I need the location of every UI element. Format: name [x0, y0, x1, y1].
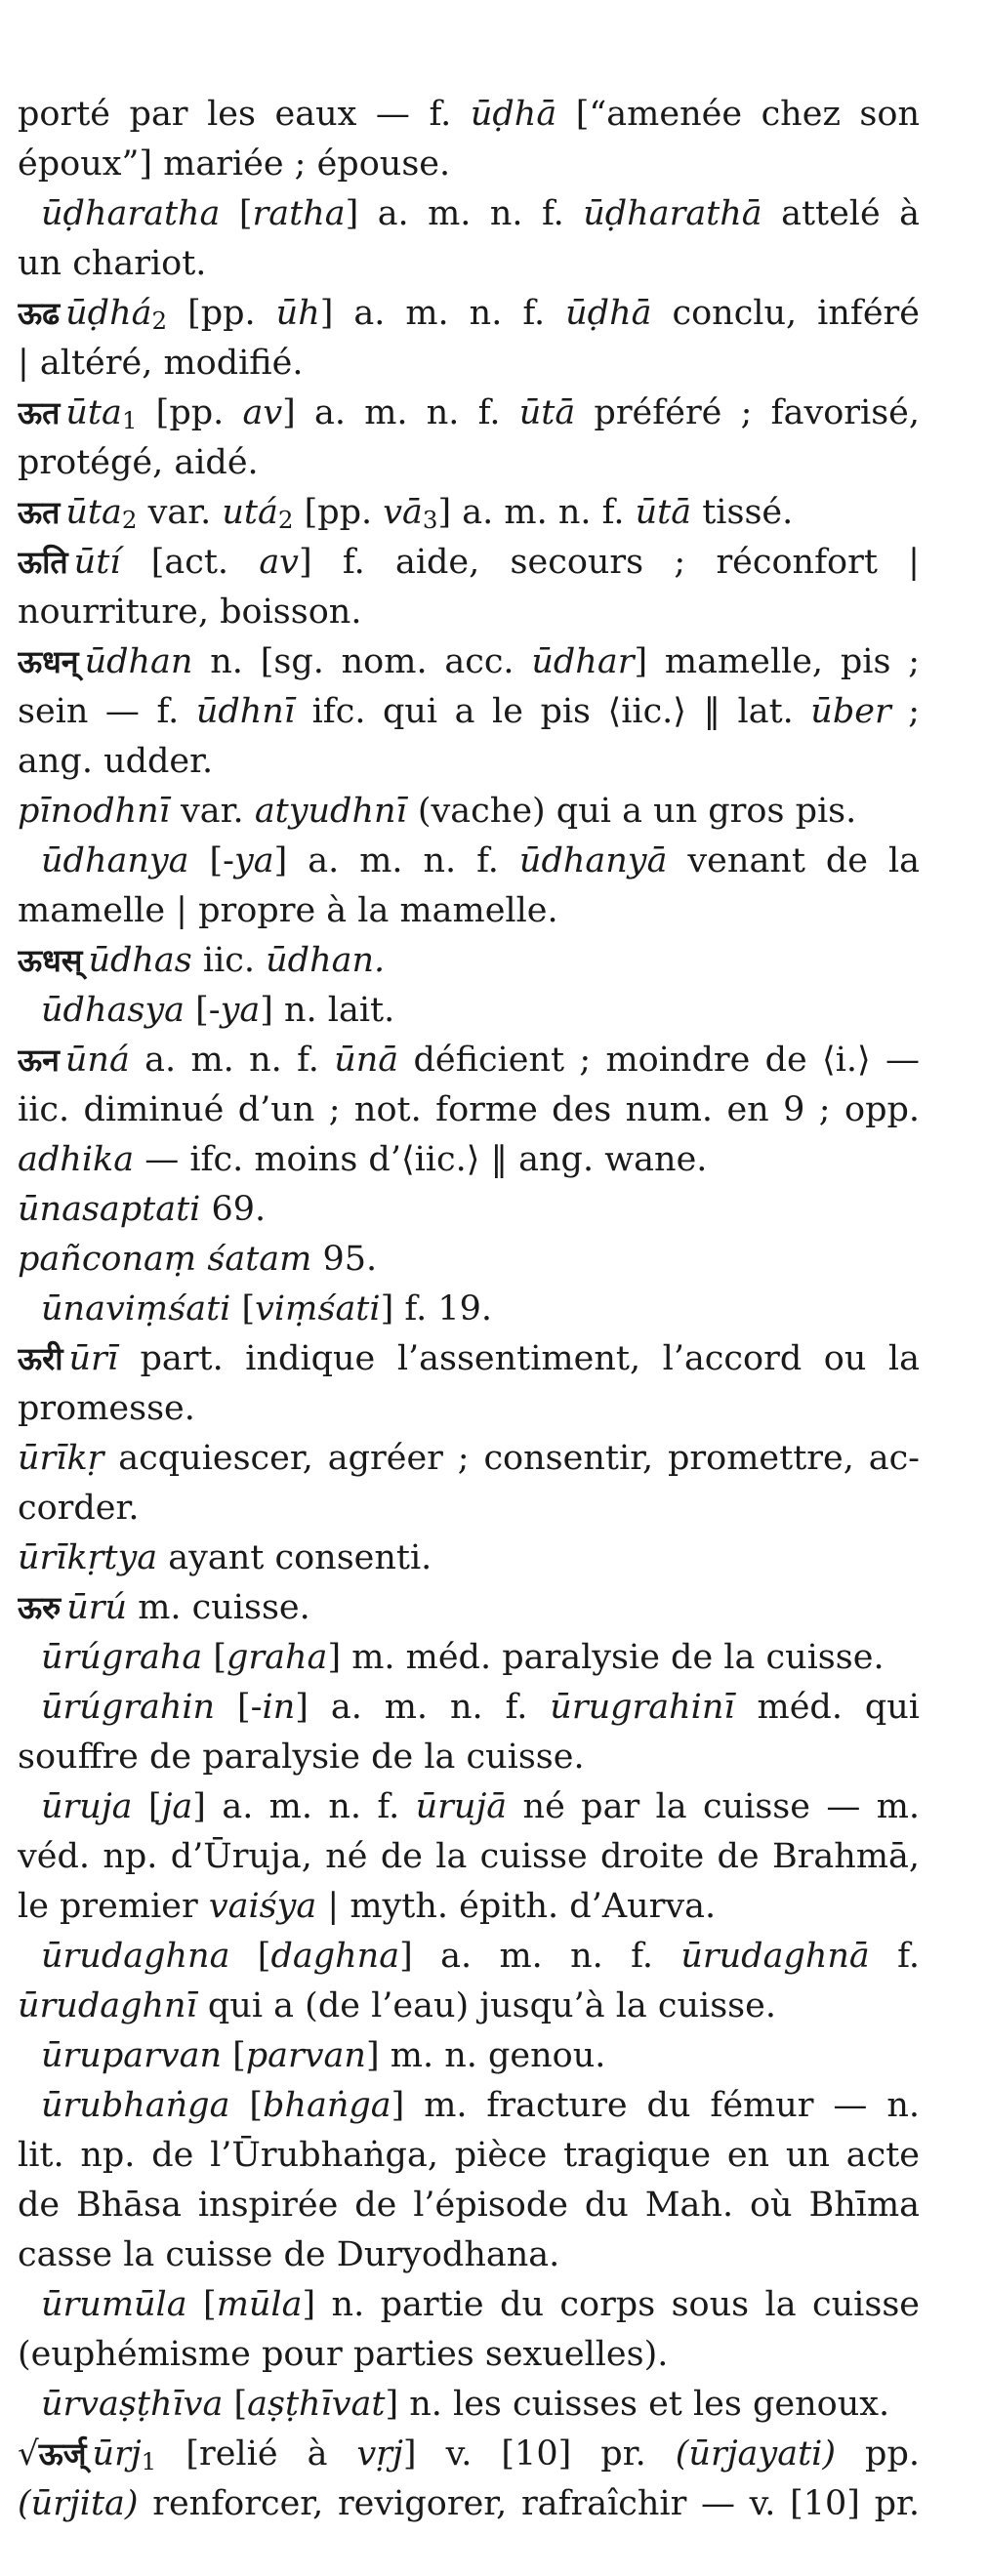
text-run: qui a (de l’eau) jusqu’à la cuisse.	[196, 1986, 776, 2025]
homonym-index: 1	[141, 2446, 157, 2475]
text-line	[18, 538, 920, 588]
text-run: ] a. m. n. f.	[295, 1688, 551, 1727]
italic-term: daghna	[270, 1937, 400, 1976]
italic-term: ūnasaptati	[18, 1190, 201, 1229]
text-line	[18, 1633, 920, 1683]
italic-term: ūdhan.	[266, 941, 386, 980]
italic-term: ūrujā	[415, 1787, 508, 1826]
italic-term: ūrudaghnī	[18, 1986, 197, 2025]
text-run: ] m. fracture du fémur — n.	[391, 2086, 920, 2125]
text-line	[18, 2330, 920, 2380]
italic-term: ūdhan	[84, 642, 193, 681]
text-line	[18, 637, 920, 687]
text-line	[18, 1982, 920, 2031]
text-run: [-	[188, 841, 234, 880]
text-run: corder.	[18, 1489, 140, 1528]
text-run: [act.	[120, 543, 260, 582]
text-line	[18, 1733, 920, 1782]
text-line	[18, 1683, 920, 1733]
text-run: ] n. les cuisses et les genoux.	[385, 2385, 890, 2424]
text-line	[18, 2380, 920, 2430]
text-run: ] m. méd. paralysie de la cuisse.	[327, 1638, 885, 1677]
italic-term: in	[262, 1688, 296, 1727]
italic-term: ūḍharathā	[583, 194, 762, 233]
text-run: ] n. partie du corps sous la cuisse	[302, 2285, 920, 2324]
text-run: porté par les eaux — f.	[18, 95, 471, 134]
italic-term: av	[259, 543, 299, 582]
text-line	[18, 787, 920, 837]
italic-term: aṣṭhīvat	[247, 2385, 386, 2424]
text-run: [	[222, 2036, 246, 2075]
homonym-index: 3	[422, 505, 438, 534]
homonym-index: 2	[151, 306, 168, 335]
italic-term: ya	[220, 991, 261, 1030]
text-run: ] a. m. n. f.	[273, 841, 519, 880]
text-run: [	[220, 194, 253, 233]
text-line	[18, 339, 920, 388]
italic-term: ūḍhá	[65, 294, 152, 333]
italic-term: ūrugrahinī	[550, 1688, 735, 1727]
text-line	[18, 936, 920, 986]
text-run: var.	[137, 493, 223, 532]
devanagari-headword: ऊत	[18, 494, 61, 531]
italic-term: ūrú	[66, 1588, 128, 1627]
italic-term: ūrudaghna	[41, 1937, 230, 1976]
devanagari-headword: ऊन	[18, 1042, 60, 1079]
italic-term: parvan	[245, 2036, 366, 2075]
text-run: (euphémisme pour parties sexuelles).	[18, 2335, 669, 2374]
text-run: ] a. m. n. f.	[399, 1937, 681, 1976]
text-run: ;	[890, 692, 920, 731]
text-run: protégé, aidé.	[18, 443, 259, 482]
italic-term: ūnaviṃśati	[41, 1289, 231, 1329]
italic-term: ūdhanya	[41, 841, 189, 880]
italic-term: ūruparvan	[41, 2036, 222, 2075]
text-run: [	[229, 2086, 264, 2125]
italic-term: adhika	[18, 1140, 135, 1179]
italic-term: ūnā	[334, 1041, 399, 1080]
text-line	[18, 737, 920, 787]
italic-term: ūtā	[518, 393, 576, 432]
italic-term: pañconaṃ śatam	[18, 1240, 312, 1279]
devanagari-headword: ऊति	[18, 544, 68, 581]
text-run: renforcer, revigorer, rafraîchir — v. [10] pr.	[138, 2484, 920, 2523]
text-line	[18, 1235, 920, 1285]
text-run: lit. np. de l’Ūrubhaṅga, pièce tragique en un acte	[18, 2136, 920, 2175]
text-run: véd. np. d’Ūruja, né de la cuisse droite de Brahmā,	[18, 1837, 920, 1876]
text-line	[18, 886, 920, 936]
italic-term: ūná	[64, 1041, 130, 1080]
text-run: [	[230, 1289, 256, 1329]
text-run: acquiescer, agréer ; consentir, promettre, ac-	[103, 1439, 920, 1478]
text-line	[18, 2131, 920, 2181]
text-run: f.	[869, 1937, 920, 1976]
italic-term: ūh	[275, 294, 320, 333]
italic-term: ūruja	[41, 1787, 133, 1826]
italic-term: ūrj	[92, 2434, 142, 2474]
text-run: [-	[215, 1688, 263, 1727]
text-run: [pp.	[167, 294, 276, 333]
text-run: ] a. m. n. f.	[192, 1787, 416, 1826]
text-run: venant de la	[667, 841, 920, 880]
text-line	[18, 1932, 920, 1982]
root-sign: √	[18, 2434, 39, 2474]
text-line	[18, 2280, 920, 2330]
text-run: préféré ; favorisé,	[575, 393, 920, 432]
italic-term: bhaṅga	[263, 2086, 391, 2125]
italic-term: ūrudaghnā	[680, 1937, 870, 1976]
italic-term: graha	[226, 1638, 328, 1677]
text-run: ] f. 19.	[380, 1289, 492, 1329]
text-line	[18, 1334, 920, 1384]
text-run: [pp.	[137, 393, 243, 432]
italic-term: ūtā	[635, 493, 692, 532]
italic-term: ūtí	[73, 543, 121, 582]
text-run: [	[202, 1638, 227, 1677]
italic-term: vaiśya	[208, 1887, 317, 1926]
text-run: ] a. m. n. f.	[437, 493, 636, 532]
text-line	[18, 687, 920, 737]
text-line	[18, 1533, 920, 1583]
text-run: ] m. n. genou.	[365, 2036, 606, 2075]
text-line	[18, 2430, 920, 2479]
text-line	[18, 1085, 920, 1135]
text-run: souffre de paralysie de la cuisse.	[18, 1738, 585, 1777]
text-line	[18, 2479, 920, 2529]
text-line	[18, 1782, 920, 1832]
text-run: pp.	[835, 2434, 920, 2474]
text-run: n. [sg. nom. acc.	[192, 642, 532, 681]
text-run: ] a. m. n. f.	[345, 194, 584, 233]
text-line	[18, 239, 920, 289]
italic-term: ūber	[810, 692, 891, 731]
text-line	[18, 289, 920, 339]
italic-term: ya	[234, 841, 274, 880]
text-run: [	[132, 1787, 162, 1826]
italic-term: ūdhasya	[41, 991, 185, 1030]
text-run: promesse.	[18, 1389, 195, 1428]
italic-term: (ūrjayati)	[675, 2434, 836, 2474]
text-run: ] a. m. n. f.	[282, 393, 519, 432]
devanagari-headword: ऊरु	[18, 1589, 62, 1626]
text-run: né par la cuisse — m.	[507, 1787, 920, 1826]
italic-term: ūrumūla	[41, 2285, 187, 2324]
text-line	[18, 1832, 920, 1882]
text-line	[18, 1036, 920, 1085]
text-line	[18, 488, 920, 538]
text-line	[18, 2230, 920, 2280]
text-line	[18, 1384, 920, 1434]
italic-term: (ūrjita)	[18, 2484, 139, 2523]
text-line	[18, 1484, 920, 1533]
italic-term: ūdhnī	[195, 692, 296, 731]
text-run: [“amenée chez son	[556, 95, 920, 134]
text-run: tissé.	[691, 493, 794, 532]
text-line	[18, 2031, 920, 2081]
italic-term: ūrubhaṅga	[41, 2086, 230, 2125]
text-run: ] f. aide, secours ; réconfort |	[298, 543, 920, 582]
italic-term: av	[242, 393, 283, 432]
text-line	[18, 1882, 920, 1932]
text-run: sein — f.	[18, 692, 196, 731]
text-run: | myth. épith. d’Aurva.	[316, 1887, 717, 1926]
text-run: mamelle | propre à la mamelle.	[18, 891, 558, 930]
text-line	[18, 438, 920, 488]
text-run: 95.	[311, 1240, 378, 1279]
text-run: ang. udder.	[18, 742, 214, 781]
text-run: iic. diminué d’un ; not. forme des num. en 9 ; opp.	[18, 1090, 920, 1129]
text-run: [	[186, 2285, 217, 2324]
text-run: ifc. qui a le pis ⟨iic.⟩ ‖ lat.	[295, 692, 811, 731]
text-run: déficient ; moindre de ⟨i.⟩ —	[398, 1041, 920, 1080]
text-run: var.	[169, 792, 255, 831]
text-run: part. indique l’assentiment, l’accord ou la	[117, 1339, 920, 1378]
italic-term: ūdhar	[531, 642, 635, 681]
text-line	[18, 1135, 920, 1185]
italic-term: atyudhnī	[254, 792, 407, 831]
text-run: un chariot.	[18, 244, 207, 283]
text-run: 69.	[200, 1190, 267, 1229]
text-run: [-	[184, 991, 221, 1030]
italic-term: ja	[161, 1787, 193, 1826]
devanagari-headword: ऊर्ज्	[38, 2435, 87, 2473]
text-run: méd. qui	[734, 1688, 920, 1727]
devanagari-headword: ऊरी	[18, 1340, 63, 1377]
italic-term: ūrvaṣṭhīva	[41, 2385, 224, 2424]
italic-term: ūdhanyā	[518, 841, 668, 880]
italic-term: ūḍhā	[565, 294, 652, 333]
text-line	[18, 1583, 920, 1633]
text-run: [	[223, 2385, 248, 2424]
text-line	[18, 986, 920, 1036]
italic-term: ūta	[65, 493, 122, 532]
text-run: a. m. n. f.	[129, 1041, 335, 1080]
text-run: [pp.	[293, 493, 384, 532]
text-run: le premier	[18, 1887, 209, 1926]
italic-term: vṛj	[356, 2434, 403, 2474]
italic-term: vā	[383, 493, 423, 532]
text-run: nourriture, boisson.	[18, 593, 362, 632]
text-run: — ifc. moins d’⟨iic.⟩ ‖ ang. wane.	[134, 1140, 708, 1179]
text-line	[18, 837, 920, 886]
text-run: [	[229, 1937, 271, 1976]
italic-term: ūdhas	[88, 941, 192, 980]
text-run: conclu, inféré	[651, 294, 920, 333]
italic-term: ūrúgraha	[41, 1638, 203, 1677]
homonym-index: 2	[121, 505, 138, 534]
text-run: époux”] mariée ; épouse.	[18, 144, 451, 184]
text-run: [relié à	[156, 2434, 357, 2474]
devanagari-headword: ऊधन्	[18, 643, 79, 680]
homonym-index: 1	[121, 405, 138, 434]
text-run: ] a. m. n. f.	[319, 294, 566, 333]
text-line	[18, 140, 920, 189]
homonym-index: 2	[277, 505, 294, 534]
text-line	[18, 189, 920, 239]
text-run: ] mamelle, pis ;	[634, 642, 920, 681]
italic-term: ūrúgrahin	[41, 1688, 216, 1727]
italic-term: ūta	[65, 393, 122, 432]
text-line	[18, 1185, 920, 1235]
italic-term: ūrīkṛ	[18, 1439, 104, 1478]
italic-term: ūrīkṛtya	[18, 1538, 158, 1577]
text-line	[18, 2081, 920, 2131]
italic-term: utá	[222, 493, 278, 532]
text-run: iic.	[191, 941, 267, 980]
italic-term: mūla	[216, 2285, 303, 2324]
text-line	[18, 1434, 920, 1484]
text-line	[18, 1285, 920, 1334]
text-run: casse la cuisse de Duryodhana.	[18, 2235, 560, 2274]
text-run: attelé à	[762, 194, 920, 233]
text-run: de Bhāsa inspirée de l’épisode du Mah. où Bhīma	[18, 2186, 920, 2225]
italic-term: ūḍharatha	[41, 194, 221, 233]
italic-term: viṃśati	[255, 1289, 381, 1329]
devanagari-headword: ऊढ	[18, 295, 61, 332]
text-line	[18, 2181, 920, 2230]
text-line	[18, 388, 920, 438]
italic-term: ūrī	[68, 1339, 118, 1378]
text-run: ] n. lait.	[260, 991, 395, 1030]
italic-term: ratha	[252, 194, 346, 233]
text-line	[18, 90, 920, 140]
italic-term: pīnodhnī	[18, 792, 170, 831]
text-run: ] v. [10] pr.	[402, 2434, 676, 2474]
text-run: m. cuisse.	[127, 1588, 310, 1627]
text-run: ayant consenti.	[157, 1538, 432, 1577]
devanagari-headword: ऊधस्	[18, 942, 83, 979]
text-run: (vache) qui a un gros pis.	[406, 792, 857, 831]
italic-term: ūḍhā	[470, 95, 557, 134]
devanagari-headword: ऊत	[18, 394, 61, 431]
text-run: | altéré, modifié.	[18, 344, 304, 383]
text-line	[18, 588, 920, 637]
